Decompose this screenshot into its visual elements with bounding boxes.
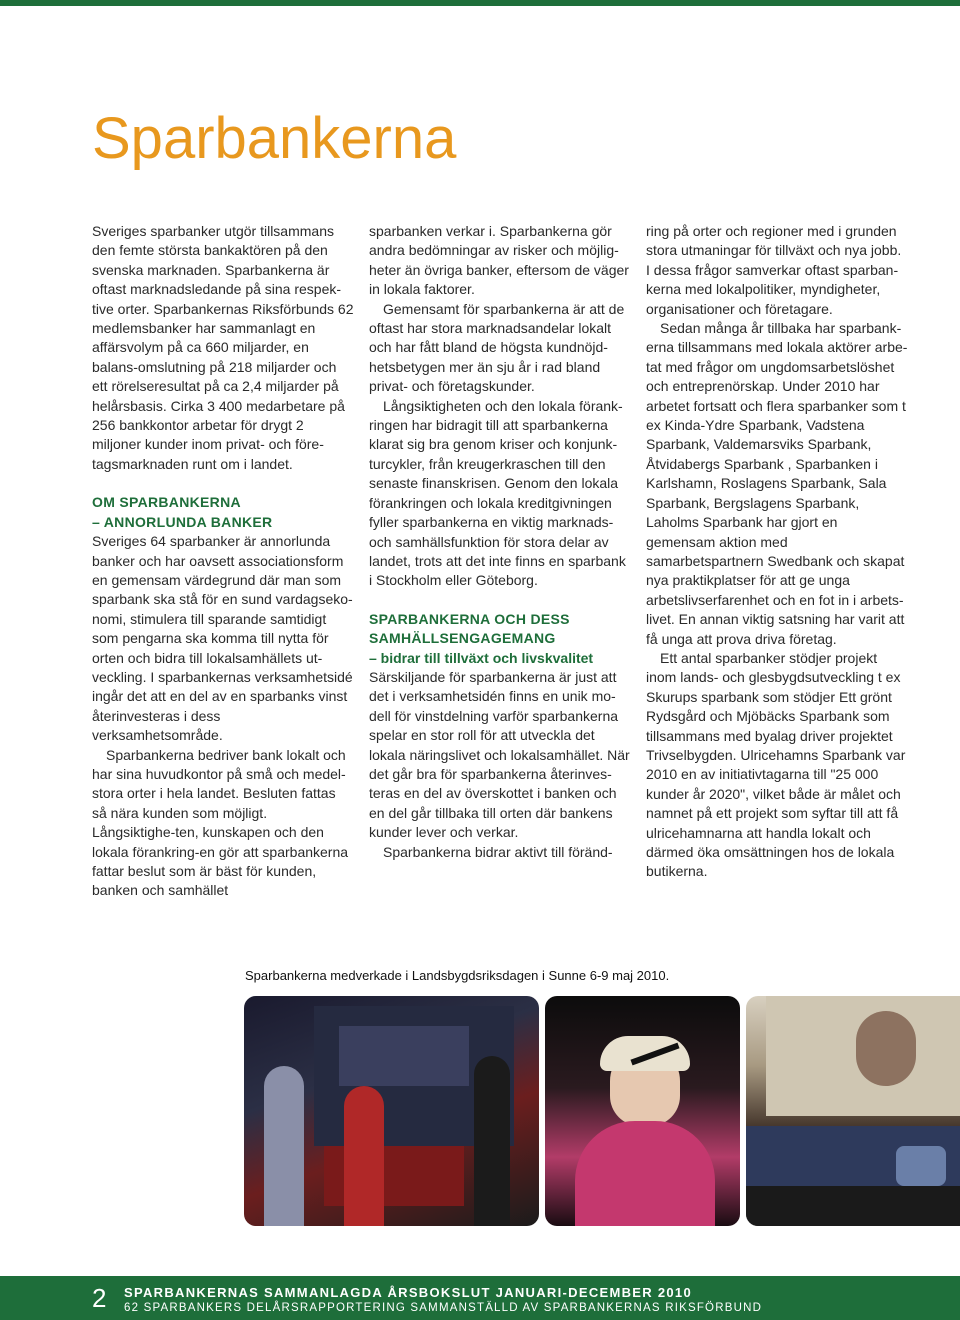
footer-subtitle: 62 SPARBANKERS DELÅRSRAPPORTERING SAMMANSTÄLLD AV SPARBANKERNAS RIKSFÖRBUND (124, 1302, 763, 1314)
photo-exhibition-stand (244, 996, 539, 1226)
photo-stage-panel (746, 996, 960, 1226)
column-2 (369, 222, 631, 862)
column-3 (646, 222, 908, 882)
section-subheading-tillvaxt: – bidrar till tillväxt och livskvalitet (369, 649, 594, 666)
top-green-bar (0, 0, 960, 6)
paragraph: Ett antal sparbanker stödjer projekt inom lands- och glesbygdsutveckling t ex Skurups sparbank som stödjer Ett grönt Rydsgård och Mjöbäcks Sparbank som tillsammans med byalag driver projektet Trivselbygden. Ulricehamns Sparbank var 2010 en av initiativtagarna till "25 000 kunder år 2020", vilket både är målet och namnet på ett projekt som syftar till att få ulricehamnarna att handla lokalt och därmed öka omsättningen hos de lokala butikerna. (646, 649, 906, 880)
section-subheading-annorlunda: – ANNORLUNDA BANKER (92, 513, 273, 530)
paragraph: ring på orter och regioner med i grunden stora utmaningar för tillväxt och nya jobb. I dessa frågor samverkar oftast sparban-kerna med lokalpolitiker, myndigheter, organisationer och företagare. (646, 223, 902, 317)
section-heading-samhallsengagemang: SPARBANKERNA OCH DESS (369, 610, 570, 627)
page-title: Sparbankerna (92, 106, 457, 171)
photo-caption: Sparbankerna medverkade i Landsbygdsriksdagen i Sunne 6-9 maj 2010. (245, 968, 670, 983)
footer-title: SPARBANKERNAS SAMMANLAGDA ÅRSBOKSLUT JANUARI-DECEMBER 2010 (124, 1285, 692, 1300)
paragraph: sparbanken verkar i. Sparbankerna gör andra bedömningar av risker och möjlig-heter än övriga banker, eftersom de väger in lokala faktorer. (369, 223, 629, 298)
page-number: 2 (92, 1283, 107, 1313)
photo-speaker-microphone (545, 996, 740, 1226)
section-heading-om-sparbankerna: OM SPARBANKERNA (92, 494, 241, 511)
paragraph: Särskiljande för sparbankerna är just att det i verksamhetsidén finns en unik mo-dell för vinstdelning varför sparbankerna spelar en stor roll för att utveckla det lokala näringslivet och lokalsamhället. När det går bra för sparbankerna återinves-teras en del av överskottet i banken och en del går tillbaka till orten där bankens kunder lever och verkar. (369, 668, 630, 841)
paragraph: Sparbankerna bedriver bank lokalt och har sina huvudkontor på små och medel-stora orter i hela landet. Besluten fattas så nära kunden som möjligt. Långsiktighe-ten, kunskapen och den lokala förankring-en gör att sparbankerna fattar beslut som är bäst för kunden, banken och samhället (92, 746, 349, 899)
intro-paragraph: Sveriges sparbanker utgör tillsammans den femte största bankaktören på den svenska marknaden. Sparbankerna är oftast marknadsledande på sina respek-tive orter. Sparbankernas Riksförbunds 62 medlemsbanker har sammanlagt en affärsvolym på ca 660 miljarder, en balans-omslutning på 218 miljarder och ett rörelseresultat på ca 2,4 miljarder på helårsbasis. Cirka 3 400 medarbetare på 256 bankkontor arbetar för drygt 2 miljoner kunder inom privat- och före-tagsmarknaden runt om i landet. (92, 223, 354, 472)
paragraph: Sveriges 64 sparbanker är annorlunda banker och har oavsett associationsform en gemensam värdegrund där man som sparbank ska stå för en sund vardagseko-nomi, stimulera till sparande samtidigt som pengarna ska komma till nytta för orten och bidra till lokalsamhällets ut-veckling. I sparbankernas verksamhetsidé ingår det att en del av en sparbanks vinst återinvesteras i dess verksamhetsområde. (92, 533, 353, 744)
paragraph: Gemensamt för sparbankerna är att de oftast har stora marknadsandelar lokalt och har fått bland de högsta kundnöjd-hetsbetygen mer än sju år i rad bland privat- och företagskunder. (369, 300, 625, 395)
paragraph: Sparbankerna bidrar aktivt till föränd- (383, 843, 613, 860)
paragraph: Långsiktigheten och den lokala förank-ringen har bidragit till att sparbankerna klarat sig bra genom kriser och konjunk-turcykler, från kreugerkraschen till den senaste finanskrisen. Genom den lokala förankringen och lokala kreditgivningen fyller sparbankerna en viktig marknads-och samhällsfunktion för stora delar av landet, trots att det inte finns en sparbank i Stockholm eller Göteborg. (369, 397, 626, 589)
column-1 (92, 222, 354, 901)
paragraph: Sedan många år tillbaka har sparbank-erna tillsammans med lokala aktörer arbe-tat med frågor om ungdomsarbetslöshet och entreprenörskap. Under 2010 har arbetet fortsatt och flera sparbanker som t ex Kinda-Ydre Sparbank, Vadstena Sparbank, Valdemarsviks Sparbank, Åtvidabergs Sparbank , Sparbanken i Karlshamn, Roslagens Sparbank, Sala Sparbank, Bergslagens Sparbank, Laholms Sparbank har gjort en gemensam aktion med samarbetspartnern Swedbank och skapat nya praktikplatser för att ge unga arbetslivserfarenhet och en fot in i arbets-livet. En annan viktig satsning har varit att få unga att prova driva företag. (646, 320, 908, 647)
section-heading-samhallsengagemang-2: SAMHÄLLSENGAGEMANG (369, 630, 556, 647)
